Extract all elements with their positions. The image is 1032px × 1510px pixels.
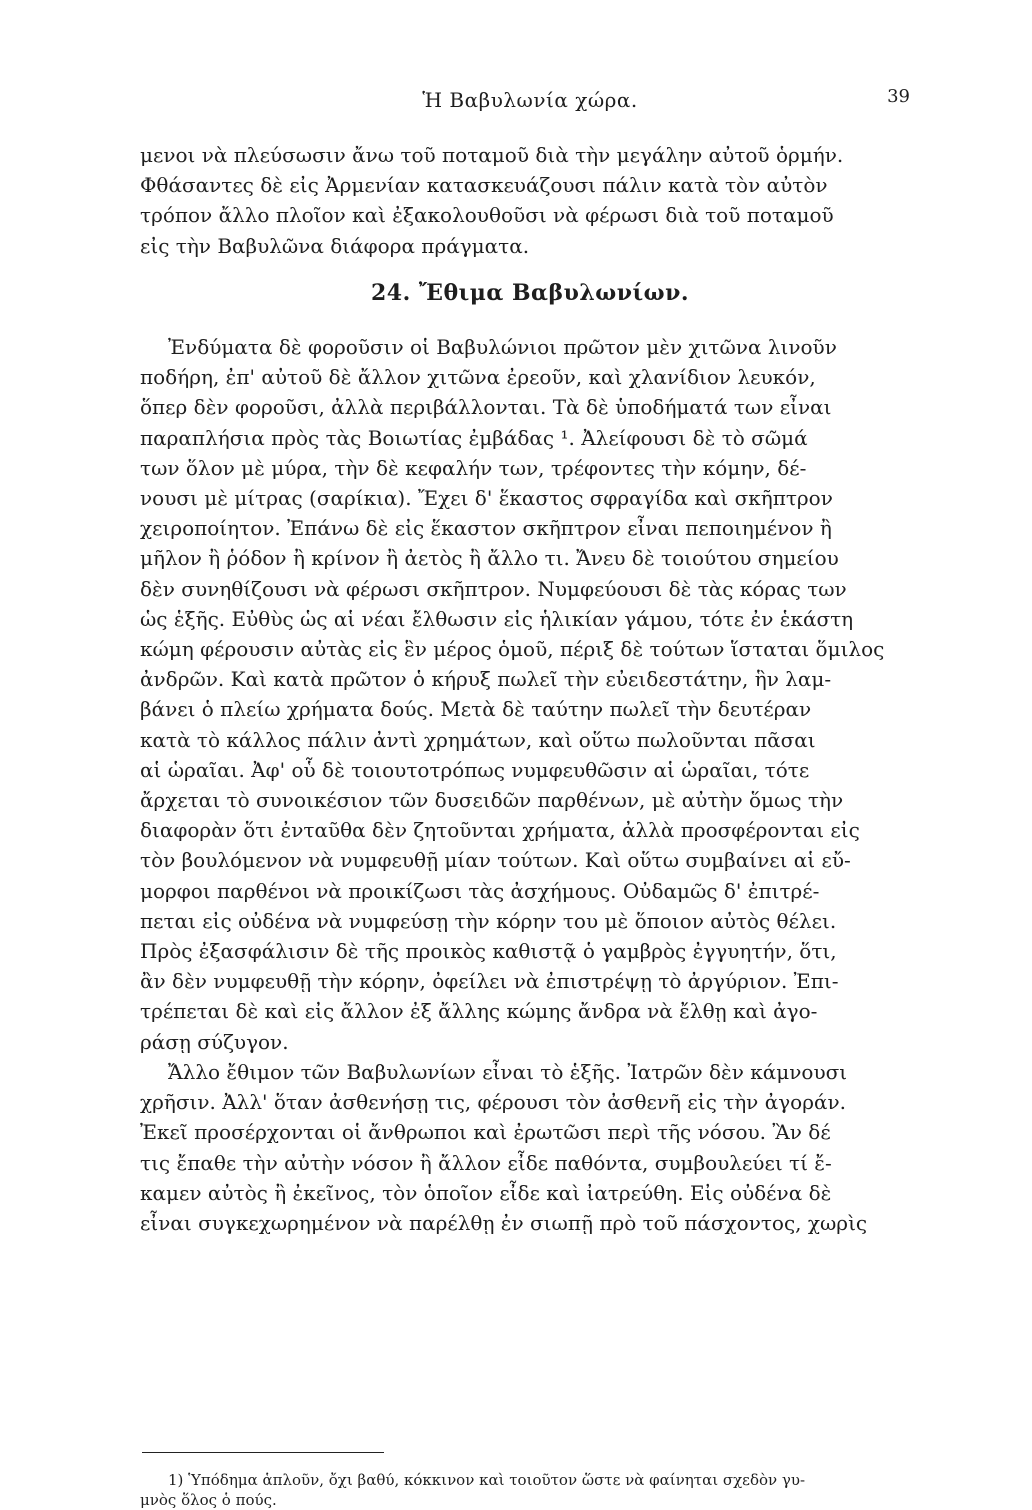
text-line: πεται εἰς οὐδένα νὰ νυμφεύσῃ τὴν κόρην του μὲ ὅποιον αὐτὸς θέλει. (140, 908, 837, 933)
text-line: παραπλήσια πρὸς τὰς Βοιωτίας ἐμβάδας ¹. Ἀλείφουσι δὲ τὸ σῶμά (140, 425, 808, 450)
text-line: Ἐκεῖ προσέρχονται οἱ ἄνθρωποι καὶ ἐρωτῶσι περὶ τῆς νόσου. Ἂν δέ (140, 1120, 831, 1145)
text-line: ἀνδρῶν. Καὶ κατὰ πρῶτον ὁ κήρυξ πωλεῖ τὴν εὐειδεστάτην, ἣν λαμ- (140, 667, 832, 692)
text-line: νουσι μὲ μίτρας (σαρίκια). Ἔχει δ' ἕκαστος σφραγίδα καὶ σκῆπτρον (140, 486, 833, 511)
text-line: χρῆσιν. Ἀλλ' ὅταν ἀσθενήσῃ τις, φέρουσι τὸν ἀσθενῆ εἰς τὴν ἀγοράν. (140, 1090, 846, 1115)
text-line: καμεν αὐτὸς ἢ ἐκεῖνος, τὸν ὁποῖον εἶδε καὶ ἰατρεύθη. Εἰς οὐδένα δὲ (140, 1180, 832, 1205)
running-title: Ἡ Βαβυλωνία χώρα. (422, 88, 638, 112)
text-line: διαφορὰν ὅτι ἐνταῦθα δὲν ζητοῦνται χρήματα, ἀλλὰ προσφέρονται εἰς (140, 818, 860, 843)
footnote-line: μνὸς ὅλος ὁ πούς. (140, 1491, 277, 1509)
text-line: ὡς ἑξῆς. Εὐθὺς ὡς αἱ νέαι ἔλθωσιν εἰς ἡλικίαν γάμου, τότε ἐν ἑκάστη (140, 606, 854, 631)
text-line: τρόπον ἄλλο πλοῖον καὶ ἐξακολουθοῦσι νὰ φέρωσι διὰ τοῦ ποταμοῦ (140, 203, 834, 228)
text-line: των ὅλον μὲ μύρα, τὴν δὲ κεφαλήν των, τρέφοντες τὴν κόμην, δέ- (140, 455, 807, 480)
text-line: Φθάσαντες δὲ εἰς Ἀρμενίαν κατασκευάζουσι πάλιν κατὰ τὸν αὐτὸν (140, 173, 828, 198)
text-line: κατὰ τὸ κάλλος πάλιν ἀντὶ χρημάτων, καὶ οὕτω πωλοῦνται πᾶσαι (140, 727, 816, 752)
text-line: ποδήρη, ἐπ' αὐτοῦ δὲ ἄλλον χιτῶνα ἐρεοῦν, καὶ χλανίδιον λευκόν, (140, 365, 816, 390)
footnote-divider (142, 1452, 384, 1453)
text-line: μενοι νὰ πλεύσωσιν ἄνω τοῦ ποταμοῦ διὰ τὴν μεγάλην αὐτοῦ ὁρμήν. (140, 143, 844, 167)
body-text (140, 140, 920, 1238)
text-line: μῆλον ἢ ῥόδον ἢ κρίνον ἢ ἀετὸς ἢ ἄλλο τι. Ἄνευ δὲ τοιούτου σημείου (140, 546, 839, 571)
text-line: μορφοι παρθένοι νὰ προικίζωσι τὰς ἀσχήμους. Οὐδαμῶς δ' ἐπιτρέ- (140, 878, 820, 903)
text-line: Πρὸς ἐξασφάλισιν δὲ τῆς προικὸς καθιστᾷ ὁ γαμβρὸς ἐγγυητήν, ὅτι, (140, 939, 837, 964)
text-line: ἄρχεται τὸ συνοικέσιον τῶν δυσειδῶν παρθένων, μὲ αὐτὴν ὅμως τὴν (140, 788, 844, 813)
text-line: βάνει ὁ πλείω χρήματα δούς. Μετὰ δὲ ταύτην πωλεῖ τὴν δευτέραν (140, 697, 812, 722)
text-line: τις ἔπαθε τὴν αὐτὴν νόσον ἢ ἄλλον εἶδε παθόντα, συμβουλεύει τί ἔ- (140, 1150, 832, 1175)
text-line: Ἐνδύματα δὲ φοροῦσιν οἱ Βαβυλώνιοι πρῶτον μὲν χιτῶνα λινοῦν (168, 335, 837, 360)
page-number: 39 (887, 86, 910, 107)
text-line: χειροποίητον. Ἐπάνω δὲ εἰς ἕκαστον σκῆπτρον εἶναι πεποιημένον ἢ (140, 516, 832, 541)
text-line: τρέπεται δὲ καὶ εἰς ἄλλον ἐξ ἄλλης κώμης ἄνδρα νὰ ἔλθῃ καὶ ἀγο- (140, 999, 818, 1024)
text-line: εἰς τὴν Βαβυλῶνα διάφορα πράγματα. (140, 233, 530, 258)
footnote (140, 1470, 920, 1510)
text-line: ἂν δὲν νυμφευθῇ τὴν κόρην, ὀφείλει νὰ ἐπιστρέψῃ τὸ ἀργύριον. Ἐπι- (140, 969, 839, 994)
text-line: ὅπερ δὲν φοροῦσι, ἀλλὰ περιβάλλονται. Τὰ δὲ ὑποδήματά των εἶναι (140, 395, 832, 420)
text-line: ράσῃ σύζυγον. (140, 1029, 289, 1054)
footnote-line: 1) Ὑπόδημα ἁπλοῦν, ὄχι βαθύ, κόκκινον καὶ τοιοῦτον ὥστε νὰ φαίνηται σχεδὸν γυ- (168, 1471, 806, 1489)
text-line: κώμη φέρουσιν αὐτὰς εἰς ἓν μέρος ὁμοῦ, πέριξ δὲ τούτων ἵσταται ὅμιλος (140, 637, 885, 662)
text-line: τὸν βουλόμενον νὰ νυμφευθῇ μίαν τούτων. Καὶ οὕτω συμβαίνει αἱ εὔ- (140, 848, 851, 873)
text-line: εἶναι συγκεχωρημένον νὰ παρέλθῃ ἐν σιωπῇ πρὸ τοῦ πάσχοντος, χωρὶς (140, 1210, 868, 1235)
text-line: δὲν συνηθίζουσι νὰ φέρωσι σκῆπτρον. Νυμφεύουσι δὲ τὰς κόρας των (140, 576, 847, 601)
section-heading: 24. Ἔθιμα Βαβυλωνίων. (370, 279, 690, 306)
page-header (140, 88, 920, 118)
text-line: Ἄλλο ἔθιμον τῶν Βαβυλωνίων εἶναι τὸ ἑξῆς. Ἰατρῶν δὲν κάμνουσι (168, 1059, 848, 1084)
text-line: αἱ ὡραῖαι. Ἀφ' οὗ δὲ τοιουτοτρόπως νυμφευθῶσιν αἱ ὡραῖαι, τότε (140, 757, 810, 782)
